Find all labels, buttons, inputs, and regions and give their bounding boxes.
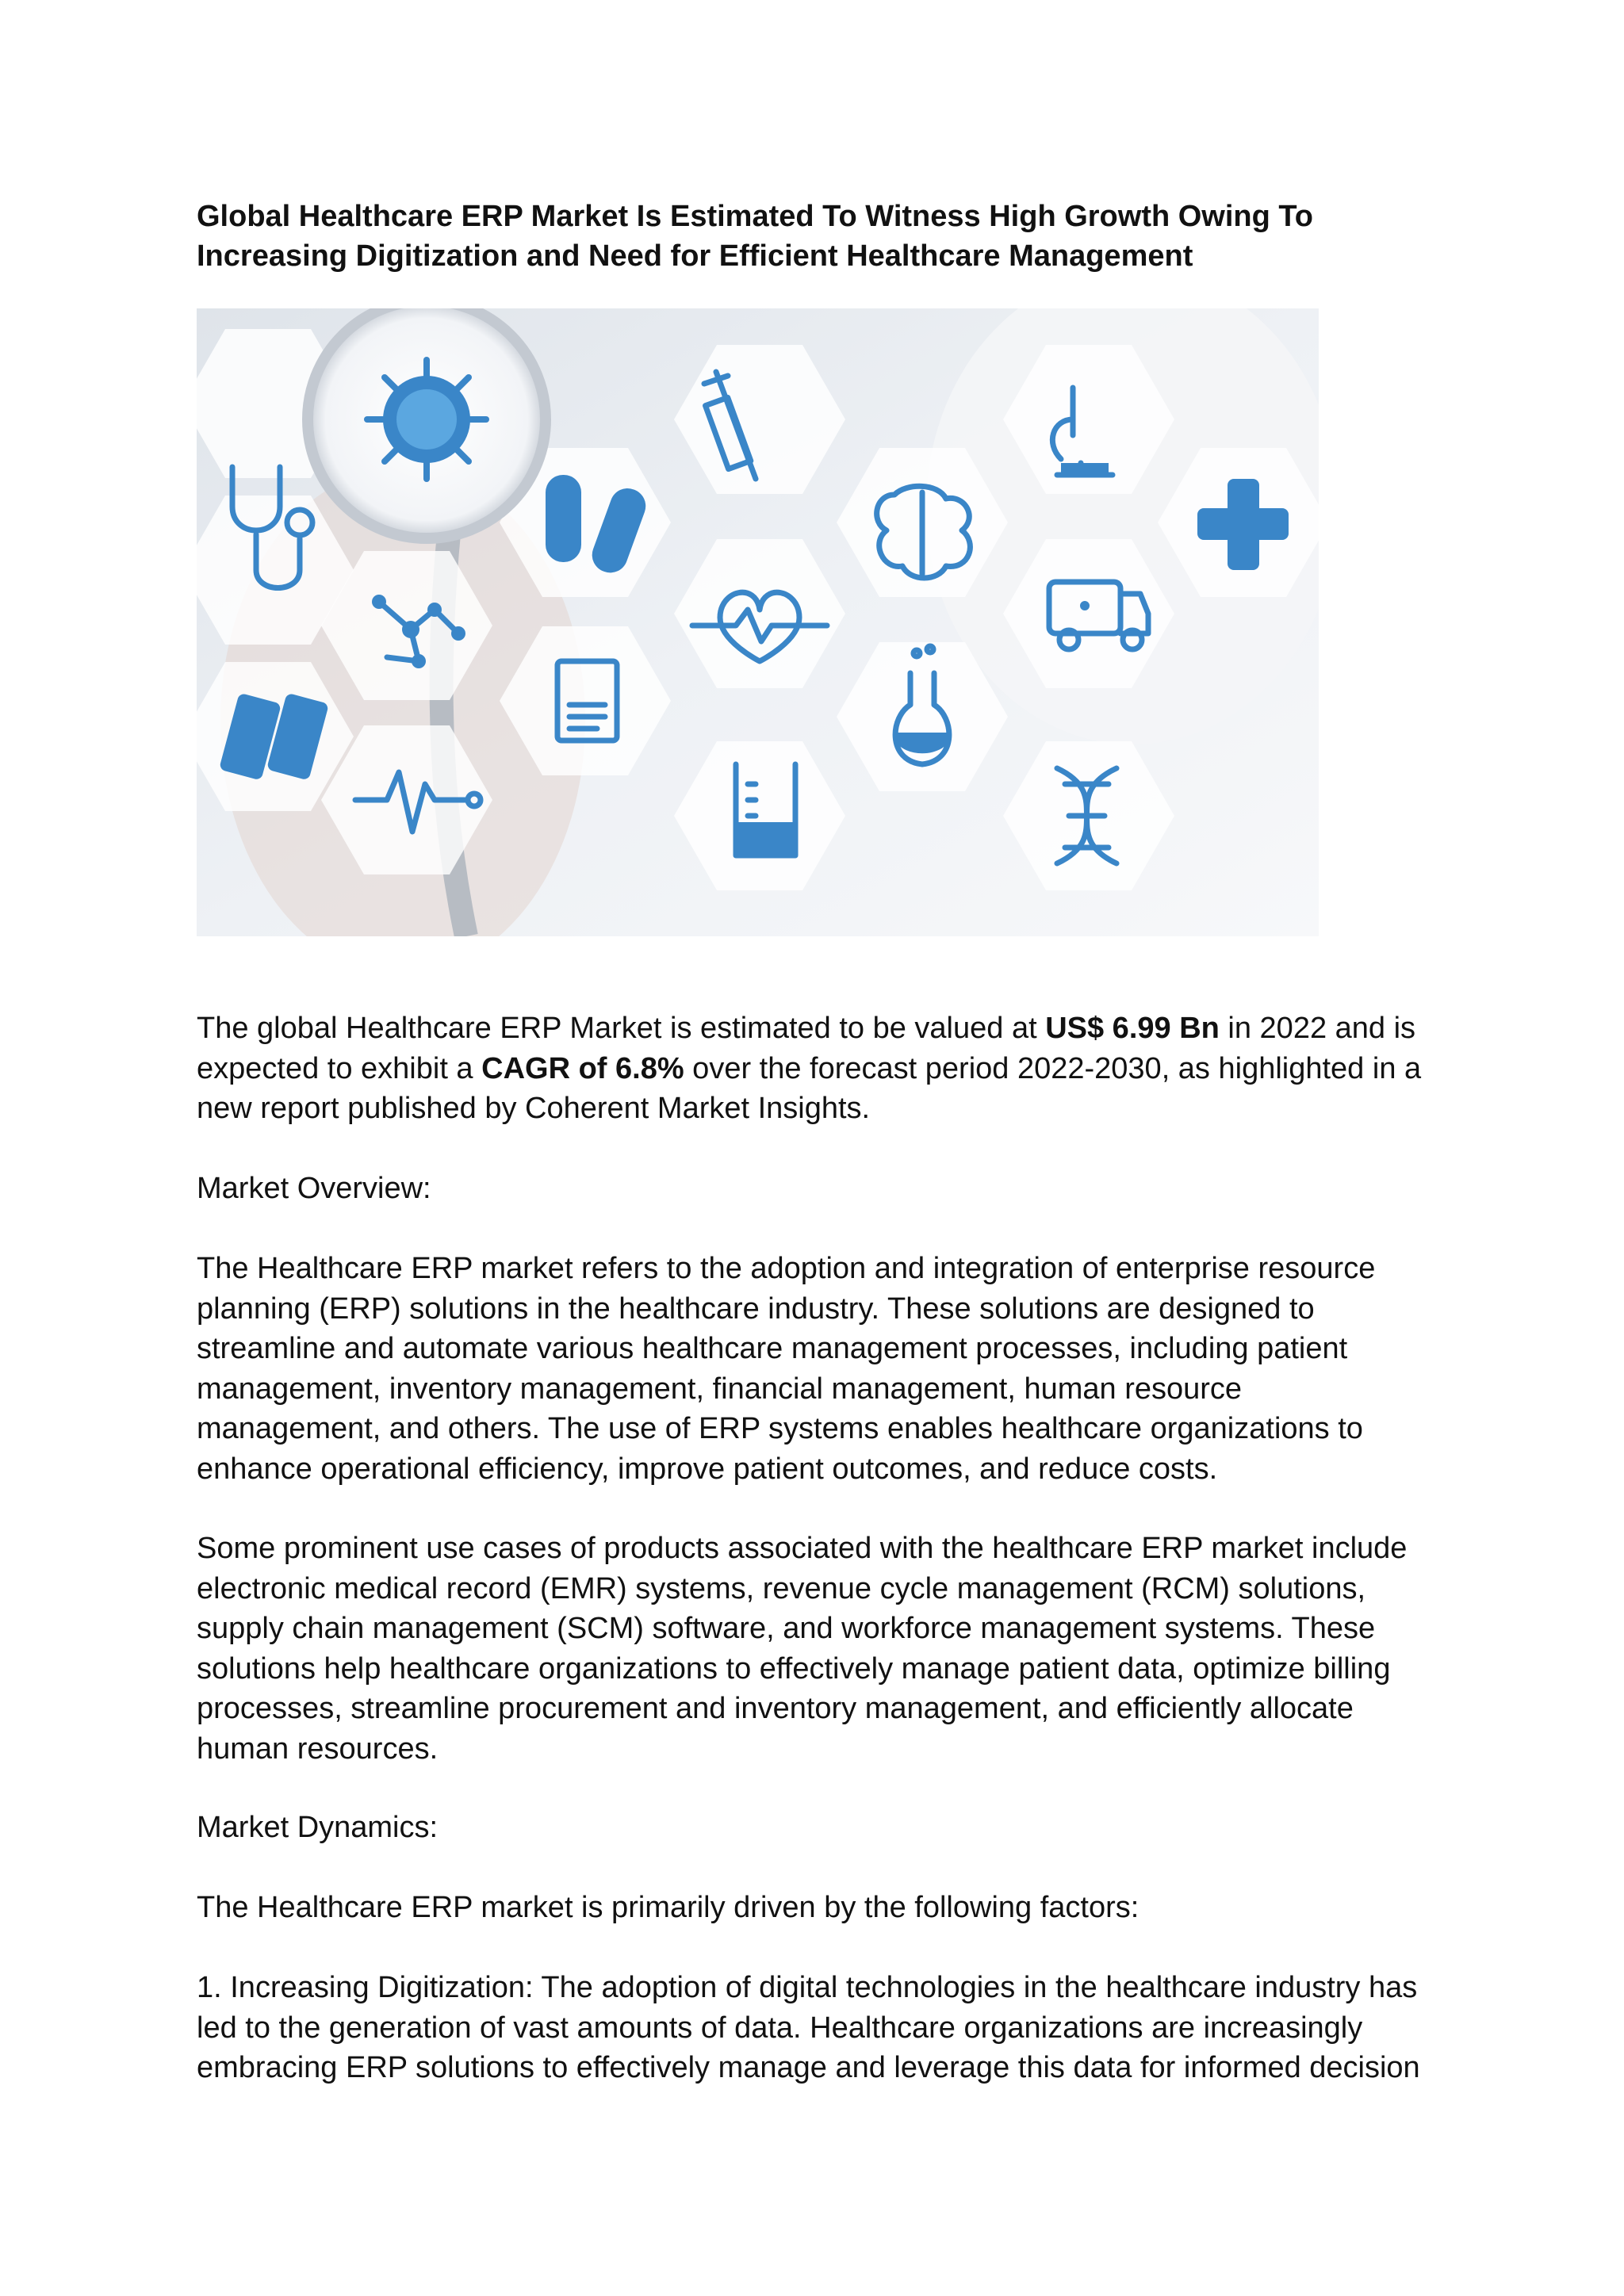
molecule-atom — [412, 654, 426, 668]
cagr-value: CAGR of 6.8% — [481, 1051, 684, 1085]
article-title: Global Healthcare ERP Market Is Estimated To Witness High Growth Owing To Increasing Digitization and Need for Efficient Healthcare Management — [197, 200, 1314, 273]
molecule-atom — [372, 595, 386, 609]
microscope-base — [1061, 463, 1109, 473]
beaker-liquid — [737, 822, 794, 854]
use-cases-paragraph: Some prominent use cases of products associated with the healthcare ERP market include electronic medical record (EMR) systems, revenue cycle management (RCM) solutions, supply chain management (SCM) software, and workforce management systems. These solutions help healthcare organizations to effectively manage patient data, optimize billing processes, streamline procurement and inventory management, and efficiently allocate human resources. — [197, 1532, 1408, 1766]
intro-text: over the forecast period 2022-2030, as highlighted in a new report published by Coherent Market Insights. — [197, 1051, 1422, 1125]
market-overview-paragraph: The Healthcare ERP market refers to the adoption and integration of enterprise resource planning (ERP) solutions in the healthcare industry. These solutions are designed to streamline and automate various healthcare management processes, including patient management, inventory management, financial management, human resource management, and others. The use of ERP systems enables healthcare organizations to enhance operational efficiency, improve patient outcomes, and reduce costs. — [197, 1252, 1376, 1486]
factor-list-item: 1. Increasing Digitization: The adoption of digital technologies in the healthcare industry has led to the generation of vast amounts of data. Healthcare organizations are increasingly embracing ERP solutions to effectively manage and leverage this data for informed decision — [197, 1971, 1420, 2084]
ambulance-cross-icon — [1080, 601, 1090, 610]
molecule-atom — [427, 603, 442, 617]
magnifier-virus-icon — [308, 308, 546, 538]
intro-text: in 2022 and is expected to exhibit a — [197, 1012, 1416, 1085]
market-overview-heading: Market Overview: — [197, 1172, 431, 1205]
healthcare-icons-image — [197, 308, 1319, 936]
intro-paragraph — [197, 1008, 1434, 1129]
molecule-atom — [451, 626, 465, 641]
market-value: US$ 6.99 Bn — [1045, 1012, 1220, 1045]
drivers-intro-paragraph: The Healthcare ERP market is primarily driven by the following factors: — [197, 1891, 1139, 1924]
market-dynamics-heading: Market Dynamics: — [197, 1811, 439, 1844]
molecule-atom — [402, 621, 419, 638]
intro-text: The global Healthcare ERP Market is estimated to be valued at — [197, 1012, 1046, 1045]
